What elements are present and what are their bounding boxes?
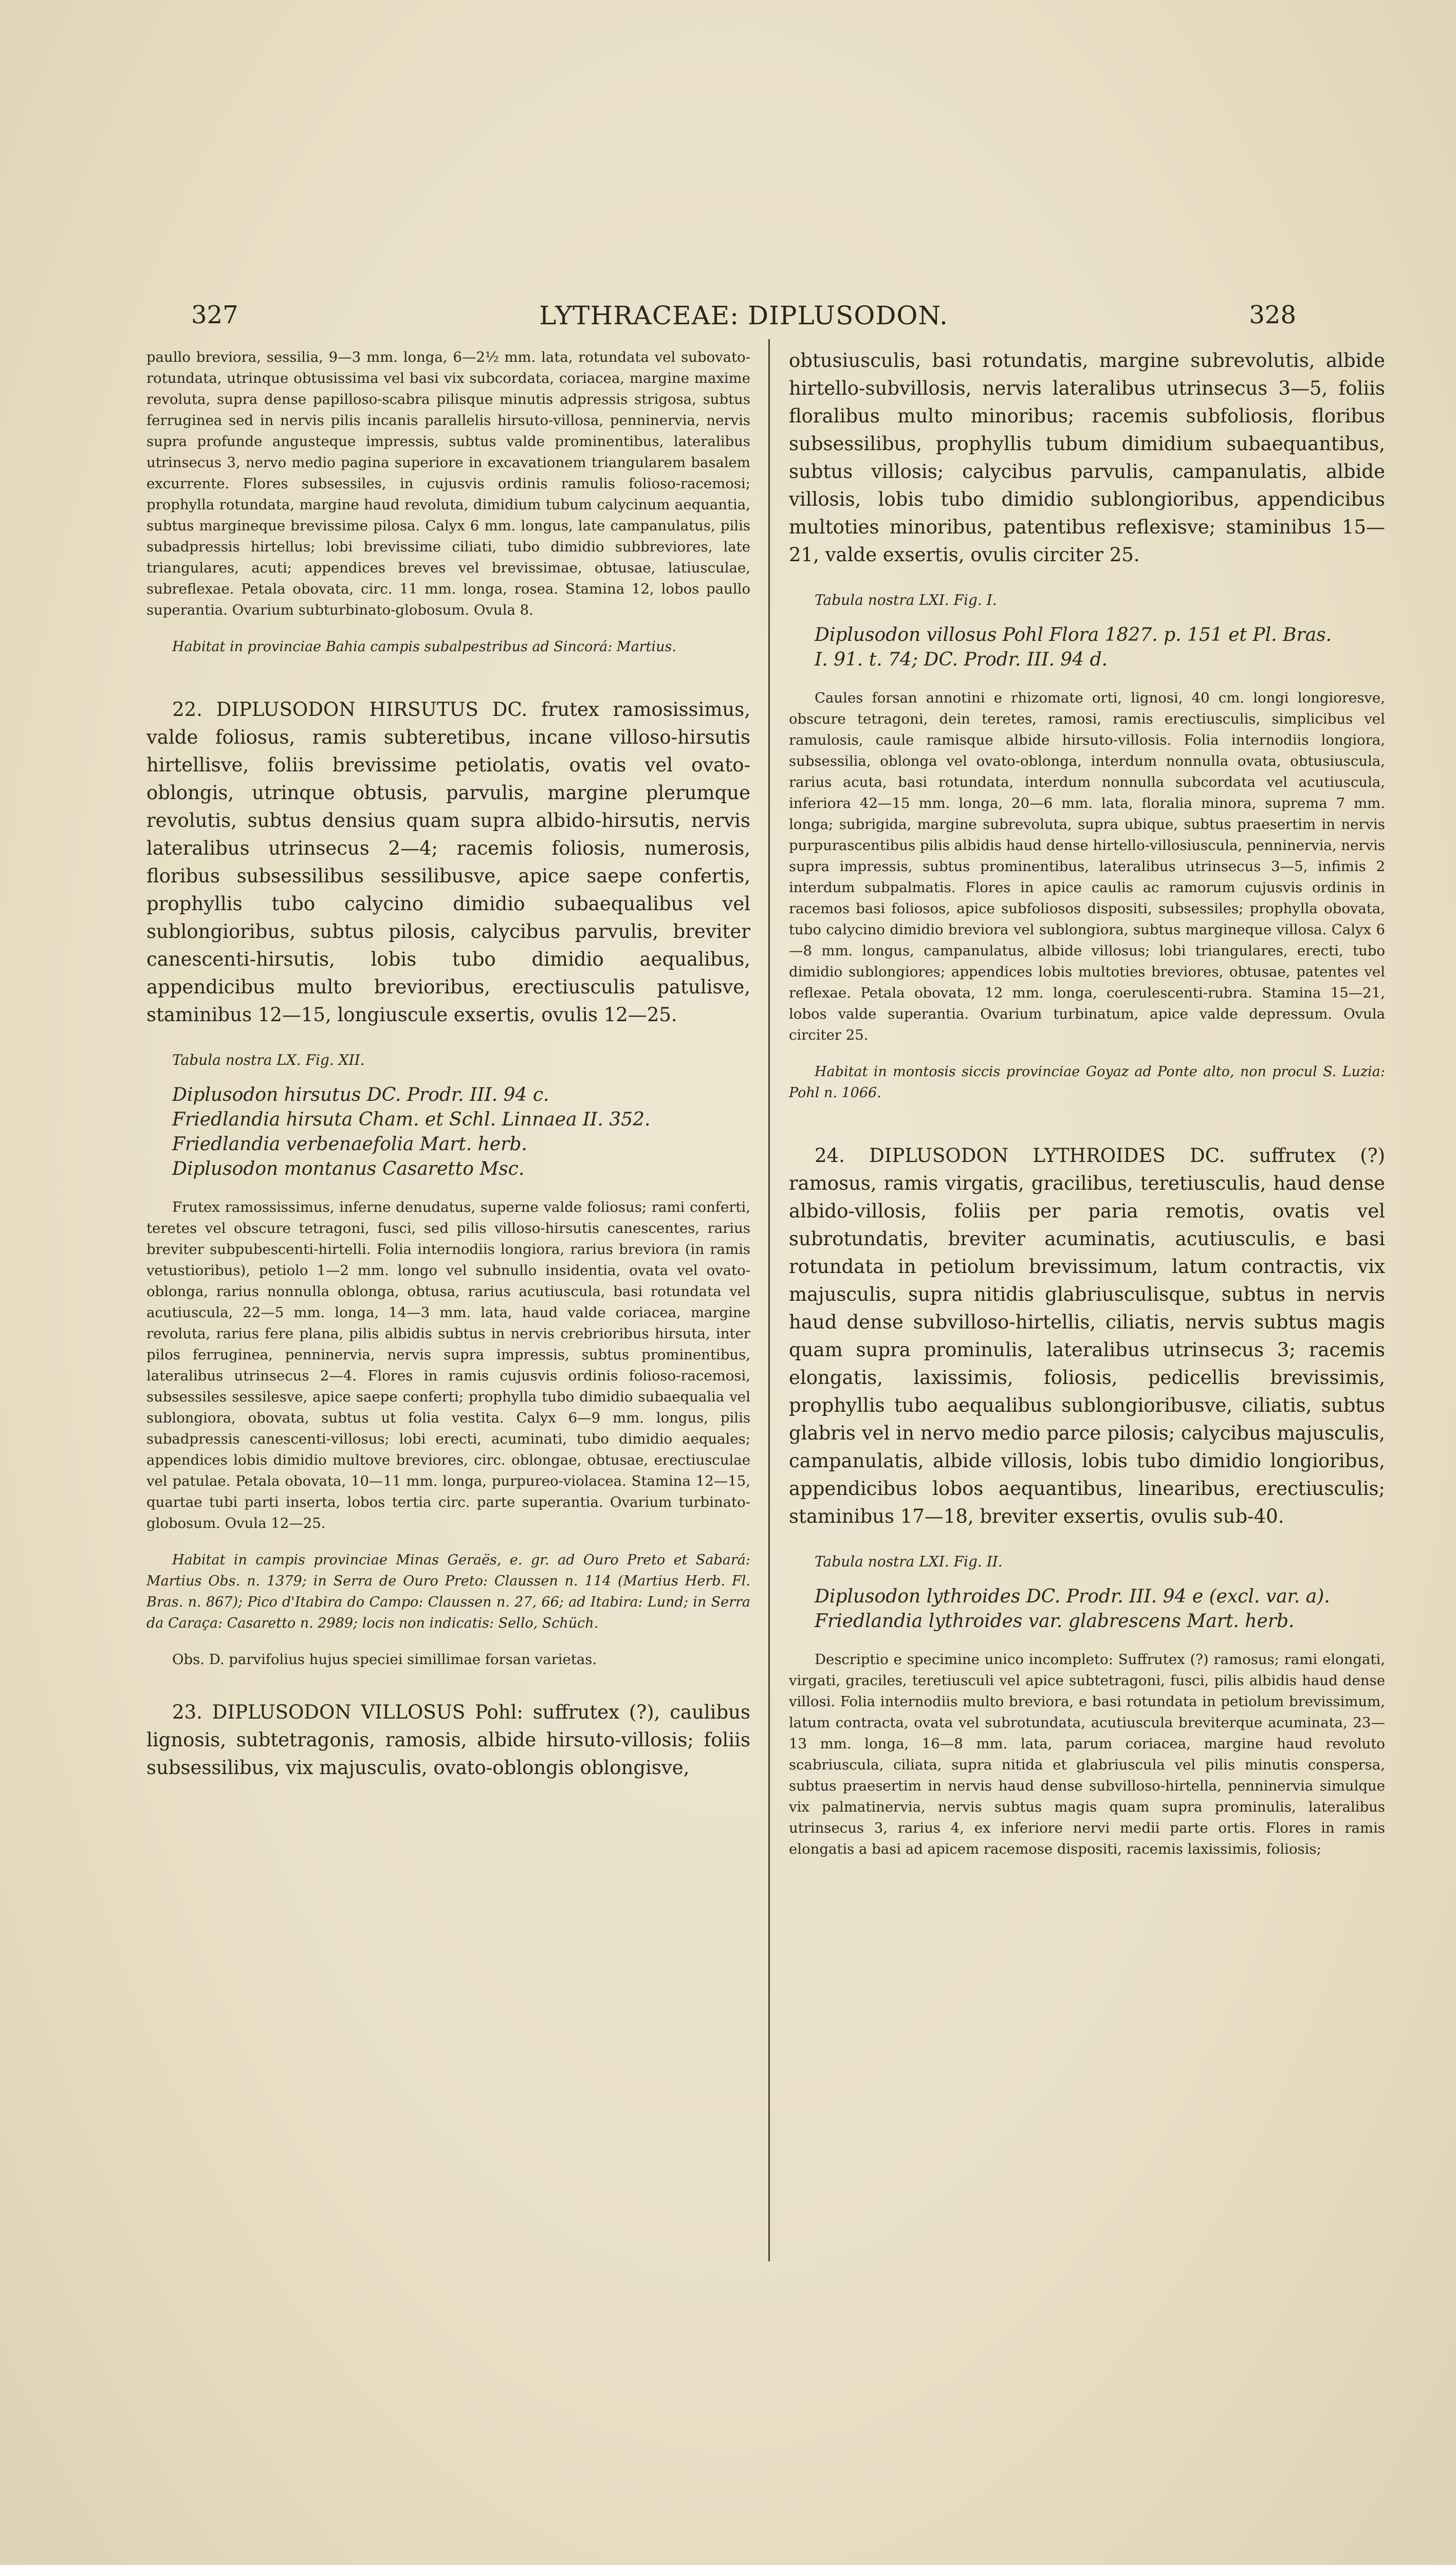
species-22-diagnosis: 22. DIPLUSODON HIRSUTUS DC. frutex ramosissimus, valde foliosus, ramis subteretibus, incane villoso-hirsutis hirtellisve, foliis brevissime petiolatis, ovatis vel ovato-oblongis, utrinque obtusis, parvulis, margine plerumque revolutis, subtus densius quam supra albido-hirsutis, nervis lateralibus utrinsecus 2—4; racemis foliosis, numerosis, floribus subsessilibus sessilibusve, apice saepe confertis, prophyllis tubo calycino dimidio subaequalibus vel sublongioribus, subtus pilosis, calycibus parvulis, breviter canescenti-hirsutis, lobis tubo dimidio aequalibus, appendicibus multo brevioribus, erectiusculis patulisve, staminibus 12—15, longiuscule exsertis, ovulis 12—25. (146, 698, 750, 1026)
synonym-24-1: Diplusodon lythroides DC. Prodr. III. 94 e (excl. var. a). (815, 1586, 1330, 1607)
species-23-description: Caules forsan annotini e rhizomate orti, lignosi, 40 cm. longi longioresve, obscure tetragoni, dein teretes, ramosi, ramis erectiusculis, simplicibus vel ramulosis, caule ramisque albide hirsuto-villosis. Folia internodiis longiora, subsessilia, oblonga vel ovato-oblonga, interdum nonnulla ovata, obtusiuscula, rarius acuta, basi rotundata, interdum nonnulla subcordata vel acutiuscula, inferiora 42—15 mm. longa, 20—6 mm. lata, floralia minora, suprema 7 mm. longa; subrigida, margine subrevoluta, supra ubique, subtus praesertim in nervis purpurascentibus pilis albidis haud dense hirtello-villosiuscula, penninervia, nervis supra impressis, subtus prominentibus, lateralibus utrinsecus 3—5, infimis 2 interdum subpalmatis. Flores in apice caulis ac ramorum cujusvis ordinis in racemos basi foliosos, apice subfoliosos dispositi, subsessiles; prophylla obovata, tubo calycino dimidio breviora vel sublongiora, subtus margineque villosa. Calyx 6—8 mm. longus, campanulatus, albide villosus; lobi triangulares, erecti, tubo dimidio sublongiores; appendices lobis multoties breviores, obtusae, patentes vel reflexae. Petala obovata, 12 mm. longa, coerulescenti-rubra. Stamina 15—21, lobos valde superantia. Ovarium turbinatum, apice valde depressum. Ovula circiter 25. (789, 690, 1385, 1043)
running-header (191, 301, 1296, 337)
plate-reference-23: Tabula nostra LXI. Fig. I. (815, 592, 997, 608)
habitat-23: Habitat in montosis siccis provinciae Goyaz ad Ponte alto, non procul S. Luzia: Pohl n. 1066. (789, 1064, 1385, 1101)
page-number-right: 328 (1249, 301, 1296, 329)
synonym-24-2: Friedlandia lythroides var. glabrescens Mart. herb. (815, 1611, 1295, 1632)
species-24-description: Descriptio e specimine unico incompleto: Suffrutex (?) ramosus; rami elongati, virgati, graciles, teretiusculi vel apice subtetragoni, fusci, pilis albidis haud dense villosi. Folia internodiis multo breviora, e basi rotundata in petiolum brevissimum, latum contracta, ovata vel subrotundata, acutiuscula breviterque acuminata, 23—13 mm. longa, 16—8 mm. lata, parum coriacea, margine haud revoluto scabriuscula, ciliata, supra nitida et glabriuscula vel pilis minutis conspersa, subtus praesertim in nervis haud dense subvilloso-hirtella, penninervia simulque vix palmatinervia, nervis subtus magis quam supra prominulis, lateralibus utrinsecus 3, rarius 4, ex inferiore nervi medii parte ortis. Flores in ramis elongatis a basi ad apicem racemose dispositi, racemis laxissimis, foliosis; (789, 1651, 1385, 1857)
running-title: LYTHRACEAE: DIPLUSODON. (539, 301, 948, 330)
synonym-23-1: Diplusodon villosus Pohl Flora 1827. p. 151 et Pl. Bras. (815, 624, 1332, 645)
left-column (146, 347, 750, 1782)
habitat-22: Habitat in campis provinciae Minas Geraës, e. gr. ad Ouro Preto et Sabará: Martius Obs. n. 1379; in Serra de Ouro Preto: Claussen n. 114 (Martius Herb. Fl. Bras. n. 867); Pico d'Itabira do Campo: Claussen n. 27, 66; ad Itabira: Lund; in Serra da Caraça: Casaretto n. 2989; locis non indicatis: Sello, Schüch. (146, 1552, 750, 1631)
species-23-diagnosis-cont: obtusiusculis, basi rotundatis, margine subrevolutis, albide hirtello-subvillosis, nervis lateralibus utrinsecus 3—5, foliis floralibus multo minoribus; racemis subfoliosis, floribus subsessilibus, prophyllis tubum dimidium subaequantibus, subtus villosis; calycibus parvulis, campanulatis, albide villosis, lobis tubo dimidio sublongioribus, appendicibus multoties minoribus, patentibus reflexisve; staminibus 15—21, valde exsertis, ovulis circiter 25. (789, 349, 1385, 566)
page-number-left: 327 (191, 301, 238, 329)
synonym-22-4: Diplusodon montanus Casaretto Msc. (172, 1158, 525, 1179)
species-21-description-end: paullo breviora, sessilia, 9—3 mm. longa, 6—2½ mm. lata, rotundata vel subovato-rotundata, utrinque obtusissima vel basi vix subcordata, coriacea, margine maxime revoluta, supra dense papilloso-scabra pilisque minutis adpressis strigosa, subtus ferruginea sed in nervis pilis incanis parallelis hirsuto-villosa, penninervia, nervis supra profunde angusteque impressis, subtus valde prominentibus, lateralibus utrinsecus 3, nervo medio pagina superiore in excavationem triangularem basalem excurrente. Flores subsessiles, in cujusvis ordinis ramulis folioso-racemosi; prophylla rotundata, margine haud revoluta, dimidium tubum calycinum aequantia, subtus margineque brevissime pilosa. Calyx 6 mm. longus, late campanulatus, pilis subadpressis hirtellus; lobi brevissime ciliati, tubo dimidio subbreviores, late triangulares, acuti; appendices breves vel brevissimae, obtusae, latiusculae, subreflexae. Petala obovata, circ. 11 mm. longa, rosea. Stamina 12, lobos paullo superantia. Ovarium subturbinato-globosum. Ovula 8. (146, 349, 750, 618)
synonym-22-3: Friedlandia verbenaefolia Mart. herb. (172, 1134, 527, 1155)
observation-22: Obs. D. parvifolius hujus speciei simillimae forsan varietas. (172, 1651, 597, 1668)
plate-reference-22: Tabula nostra LX. Fig. XII. (172, 1051, 365, 1068)
plate-reference-24: Tabula nostra LXI. Fig. II. (815, 1553, 1003, 1570)
habitat-21: Habitat in provinciae Bahia campis subalpestribus ad Sincorá: Martius. (172, 639, 676, 655)
species-23-diagnosis: 23. DIPLUSODON VILLOSUS Pohl: suffrutex (?), caulibus lignosis, subtetragonis, ramosis, albide hirsuto-villosis; foliis subsessilibus, vix majusculis, ovato-oblongis oblongisve, (146, 1701, 750, 1779)
right-column (789, 347, 1385, 1860)
synonym-23-2: I. 91. t. 74; DC. Prodr. III. 94 d. (815, 649, 1108, 670)
column-divider (768, 339, 770, 2261)
species-24-diagnosis: 24. DIPLUSODON LYTHROIDES DC. suffrutex (?) ramosus, ramis virgatis, gracilibus, teretiusculis, haud dense albido-villosis, foliis per paria remotis, ovatis vel subrotundatis, breviter acuminatis, acutiusculis, e basi rotundata in petiolum brevissimum, latum contractis, vix majusculis, supra nitidis glabriusculisque, subtus in nervis haud dense subvilloso-hirtellis, ciliatis, nervis subtus magis quam supra prominulis, lateralibus utrinsecus 3; racemis elongatis, laxissimis, foliosis, pedicellis brevissimis, prophyllis tubo aequalibus sublongioribusve, ciliatis, subtus glabris vel in nervo medio parce pilosis; calycibus majusculis, campanulatis, albide villosis, lobis tubo dimidio longioribus, appendicibus lobos aequantibus, linearibus, erectiusculis; staminibus 17—18, breviter exsertis, ovulis sub-40. (789, 1145, 1385, 1527)
synonym-22-1: Diplusodon hirsutus DC. Prodr. III. 94 c. (172, 1084, 549, 1105)
species-22-description: Frutex ramossissimus, inferne denudatus, superne valde foliosus; rami conferti, teretes vel obscure tetragoni, fusci, sed pilis villoso-hirsutis canescentes, rarius breviter subpubescenti-hirtelli. Folia internodiis longiora, rarius breviora (in ramis vetustioribus), petiolo 1—2 mm. longo vel subnullo insidentia, ovata vel ovato-oblonga, rarius nonnulla oblonga, obtusa, rarius acutiuscula, basi rotundata vel acutiuscula, 22—5 mm. longa, 14—3 mm. lata, haud valde coriacea, margine revoluta, rarius fere plana, pilis albidis subtus in nervis crebrioribus hirsuta, inter pilos ferruginea, penninervia, nervis supra impressis, subtus prominentibus, lateralibus utrinsecus 2—4. Flores in ramis cujusvis ordinis folioso-racemosi, subsessiles sessilesve, apice saepe conferti; prophylla tubo dimidio subaequalia vel sublongiora, obovata, subtus ut folia vestita. Calyx 6—9 mm. longus, pilis subadpressis canescenti-villosus; lobi erecti, acuminati, tubo dimidio aequales; appendices lobis dimidio multove breviores, circ. oblongae, obtusae, erectiusculae vel patulae. Petala obovata, 10—11 mm. longa, purpureo-violacea. Stamina 12—15, quartae tubi parti inserta, lobos tertia circ. parte superantia. Ovarium turbinato-globosum. Ovula 12—25. (146, 1199, 750, 1531)
synonym-22-2: Friedlandia hirsuta Cham. et Schl. Linnaea II. 352. (172, 1109, 651, 1130)
